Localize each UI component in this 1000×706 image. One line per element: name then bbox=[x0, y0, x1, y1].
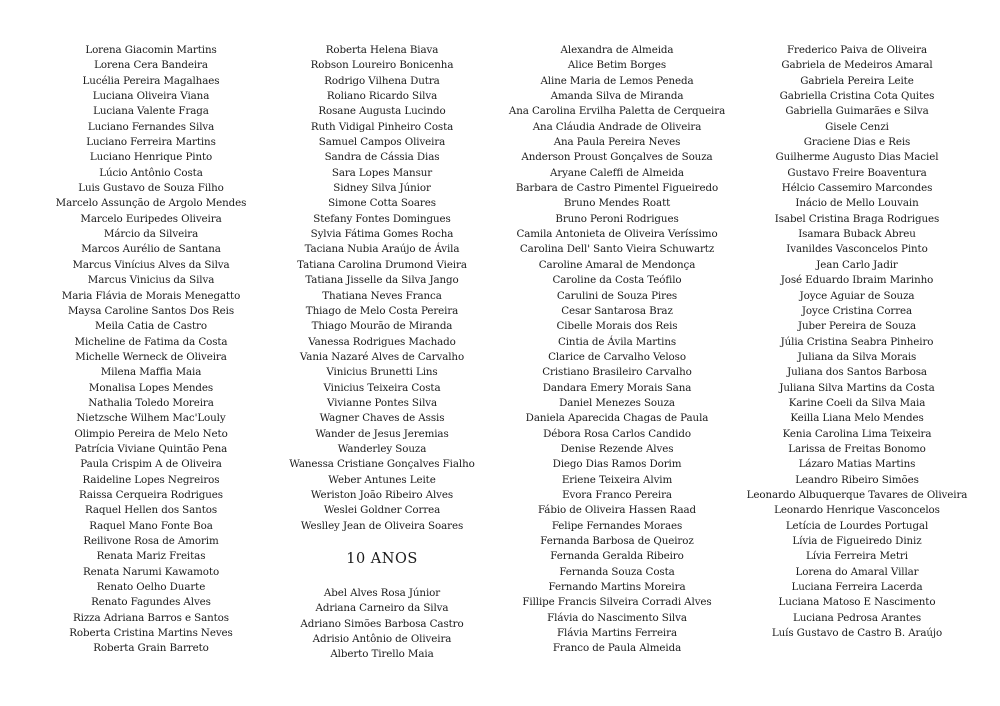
name-entry: Gabriella Cristina Cota Quites bbox=[779, 90, 935, 103]
name-entry: Weber Antunes Leite bbox=[328, 473, 436, 486]
name-entry: Vania Nazaré Alves de Carvalho bbox=[299, 350, 465, 363]
section-heading: 10 ANOS bbox=[346, 551, 418, 567]
name-entry: Marcos Aurélio de Santana bbox=[81, 243, 221, 256]
name-entry: Vinicius Brunetti Lins bbox=[326, 366, 438, 379]
name-entry: Lucélia Pereira Magalhaes bbox=[82, 74, 220, 87]
name-entry: Flávia do Nascimento Silva bbox=[547, 611, 687, 624]
name-entry: Vivianne Pontes Silva bbox=[326, 396, 438, 409]
name-entry: Leandro Ribeiro Simões bbox=[795, 473, 919, 486]
name-entry: Lívia Ferreira Metri bbox=[806, 550, 908, 563]
name-entry: Fernanda Barbosa de Queiroz bbox=[540, 535, 694, 547]
name-entry: Raissa Cerqueira Rodrigues bbox=[78, 488, 223, 501]
name-entry: Lorena Giacomin Martins bbox=[85, 44, 217, 56]
name-entry: Guilherme Augusto Dias Maciel bbox=[775, 151, 939, 164]
name-entry: Juliana da Silva Morais bbox=[797, 350, 917, 363]
name-entry: Márcio da Silveira bbox=[103, 228, 199, 241]
name-entry: Luciano Fernandes Silva bbox=[87, 120, 215, 133]
name-entry: Rodrigo Vilhena Dutra bbox=[324, 74, 440, 87]
name-entry: Eriene Teixeira Alvim bbox=[561, 473, 673, 486]
name-entry: Roberta Cristina Martins Neves bbox=[69, 627, 233, 640]
name-entry: Caroline Amaral de Mendonça bbox=[538, 258, 696, 271]
name-entry: Sara Lopes Mansur bbox=[331, 166, 433, 179]
name-entry: Taciana Nubia Araújo de Ávila bbox=[304, 243, 460, 256]
name-entry: Luciana Oliveira Viana bbox=[92, 90, 210, 103]
name-entry: Renata Mariz Freitas bbox=[96, 550, 206, 563]
name-entry: Letícia de Lourdes Portugal bbox=[785, 519, 929, 532]
name-entry: Inácio de Mello Louvain bbox=[795, 197, 919, 210]
name-entry: Marcus Vinicius da Silva bbox=[87, 274, 215, 287]
name-entry: Raquel Mano Fonte Boa bbox=[89, 519, 213, 532]
name-entry: Raideline Lopes Negreiros bbox=[82, 473, 220, 486]
name-entry: Michelle Werneck de Oliveira bbox=[75, 350, 227, 363]
name-entry: Roliano Ricardo Silva bbox=[326, 90, 438, 103]
name-entry: Anderson Proust Gonçalves de Souza bbox=[521, 151, 713, 164]
name-entry: Roberta Helena Biava bbox=[325, 44, 439, 56]
name-entry: Abel Alves Rosa Júnior bbox=[323, 587, 441, 599]
name-entry: Thiago Mourão de Miranda bbox=[311, 320, 453, 333]
name-entry: Raquel Hellen dos Santos bbox=[84, 504, 218, 517]
name-entry: Adriano Simões Barbosa Castro bbox=[300, 617, 464, 630]
name-entry: Dandara Emery Morais Sana bbox=[542, 381, 692, 394]
name-entry: Cristiano Brasileiro Carvalho bbox=[542, 366, 692, 379]
name-entry: Alberto Tirello Maia bbox=[330, 648, 434, 661]
name-entry: Lorena Cera Bandeira bbox=[94, 59, 208, 72]
name-entry: Marcelo Assunção de Argolo Mendes bbox=[55, 197, 247, 210]
name-entry: Weslley Jean de Oliveira Soares bbox=[300, 519, 464, 532]
name-entry: Caroline da Costa Teófilo bbox=[552, 274, 682, 287]
name-entry: Gisele Cenzi bbox=[825, 120, 889, 133]
name-entry: Adriana Carneiro da Silva bbox=[315, 602, 449, 615]
name-entry: Jean Carlo Jadir bbox=[816, 258, 898, 271]
name-entry: Gabriela de Medeiros Amaral bbox=[781, 59, 933, 72]
names-column-1 bbox=[41, 43, 261, 657]
name-entry: Luciano Henrique Pinto bbox=[89, 151, 213, 164]
name-entry: Patrícia Viviane Quintão Pena bbox=[74, 442, 228, 455]
name-entry: Luciano Ferreira Martins bbox=[86, 136, 216, 149]
name-entry: Thiago de Melo Costa Pereira bbox=[305, 304, 459, 317]
name-entry: Juber Pereira de Souza bbox=[797, 320, 917, 333]
name-entry: Denise Rezende Alves bbox=[560, 442, 674, 455]
name-entry: José Eduardo Ibraim Marinho bbox=[780, 274, 934, 287]
names-column-2 bbox=[272, 43, 492, 663]
name-entry: Vinicius Teixeira Costa bbox=[323, 381, 441, 394]
name-entry: Thatiana Neves Franca bbox=[322, 289, 442, 302]
name-entry: Lúcio Antônio Costa bbox=[99, 166, 203, 179]
name-entry: Adrisio Antônio de Oliveira bbox=[312, 633, 452, 646]
name-entry: Roberta Grain Barreto bbox=[93, 642, 209, 655]
name-entry: Flávia Martins Ferreira bbox=[557, 627, 677, 640]
name-entry: Clarice de Carvalho Veloso bbox=[548, 350, 686, 363]
name-entry: Luciana Pedrosa Arantes bbox=[792, 611, 922, 624]
name-entry: Nathalia Toledo Moreira bbox=[88, 396, 214, 409]
name-entry: Isamara Buback Abreu bbox=[798, 228, 916, 241]
name-entry: Nietzsche Wilhem Mac'Louly bbox=[76, 412, 226, 425]
name-entry: Sylvia Fátima Gomes Rocha bbox=[310, 228, 454, 241]
name-entry: Renato Fagundes Alves bbox=[91, 596, 211, 609]
name-entry: Marcus Vinícius Alves da Silva bbox=[72, 258, 230, 271]
name-entry: Marcelo Euripedes Oliveira bbox=[80, 212, 222, 225]
name-entry: Leonardo Albuquerque Tavares de Oliveira bbox=[746, 488, 968, 501]
names-column-3 bbox=[507, 43, 727, 657]
name-entry: Keilla Liana Melo Mendes bbox=[790, 412, 924, 425]
name-entry: Juliana dos Santos Barbosa bbox=[787, 366, 927, 379]
name-entry: Ana Carolina Ervilha Paletta de Cerqueira bbox=[508, 105, 726, 118]
name-entry: Daniela Aparecida Chagas de Paula bbox=[525, 412, 709, 425]
name-entry: Fernanda Geralda Ribeiro bbox=[550, 550, 684, 563]
name-entry: Rosane Augusta Lucindo bbox=[318, 105, 446, 118]
name-entry: Gabriela Pereira Leite bbox=[800, 74, 914, 87]
name-entry: Luciana Valente Fraga bbox=[93, 105, 209, 118]
name-entry: Diego Dias Ramos Dorim bbox=[552, 458, 682, 471]
name-entry: Lívia de Figueiredo Diniz bbox=[792, 535, 922, 547]
name-entry: Lázaro Matias Martins bbox=[798, 458, 916, 471]
name-entry: Luciana Matoso E Nascimento bbox=[778, 596, 936, 609]
name-entry: Juliana Silva Martins da Costa bbox=[779, 381, 935, 394]
name-entry: Monalisa Lopes Mendes bbox=[88, 381, 214, 394]
name-entry: Gustavo Freire Boaventura bbox=[787, 166, 927, 179]
name-entry: Júlia Cristina Seabra Pinheiro bbox=[780, 335, 934, 348]
name-entry: Wagner Chaves de Assis bbox=[319, 412, 445, 425]
name-entry: Wanessa Cristiane Gonçalves Fialho bbox=[289, 458, 475, 471]
name-entry: Sandra de Cássia Dias bbox=[324, 151, 440, 164]
name-entry: Daniel Menezes Souza bbox=[559, 396, 675, 409]
name-entry: Sidney Silva Júnior bbox=[333, 182, 431, 195]
name-entry: Robson Loureiro Bonicenha bbox=[310, 59, 454, 72]
name-entry: Tatiana Carolina Drumond Vieira bbox=[297, 258, 467, 271]
names-column-4 bbox=[742, 43, 972, 641]
name-entry: Aryane Caleffi de Almeida bbox=[550, 166, 684, 179]
name-entry: Carolina Dell' Santo Vieira Schuwartz bbox=[519, 243, 715, 256]
name-entry: Fillipe Francis Silveira Corradi Alves bbox=[522, 596, 712, 609]
name-entry: Karine Coeli da Silva Maia bbox=[788, 396, 926, 409]
name-entry: Evora Franco Pereira bbox=[562, 488, 672, 501]
name-entry: Kenia Carolina Lima Teixeira bbox=[782, 427, 932, 440]
name-entry: Milena Maffia Maia bbox=[100, 366, 202, 379]
name-entry: Felipe Fernandes Moraes bbox=[551, 519, 683, 532]
name-entry: Aline Maria de Lemos Peneda bbox=[540, 74, 694, 87]
name-entry: Cintia de Ávila Martins bbox=[557, 335, 677, 348]
name-entry: Débora Rosa Carlos Candido bbox=[543, 427, 691, 440]
name-entry: Wander de Jesus Jeremias bbox=[315, 427, 449, 440]
name-entry: Weriston João Ribeiro Alves bbox=[310, 488, 454, 501]
name-entry: Samuel Campos Oliveira bbox=[318, 136, 446, 149]
name-entry: Ruth Vidigal Pinheiro Costa bbox=[310, 120, 454, 133]
name-entry: Luís Gustavo de Castro B. Araújo bbox=[771, 627, 943, 640]
name-entry: Barbara de Castro Pimentel Figueiredo bbox=[515, 182, 719, 195]
name-entry: Olimpio Pereira de Melo Neto bbox=[74, 427, 228, 440]
name-entry: Tatiana Jisselle da Silva Jango bbox=[305, 274, 459, 287]
name-entry: Rizza Adriana Barros e Santos bbox=[73, 611, 229, 624]
name-entry: Bruno Peroni Rodrigues bbox=[555, 212, 679, 225]
name-entry: Weslei Goldner Correa bbox=[323, 504, 441, 517]
name-entry: Fernanda Souza Costa bbox=[559, 565, 675, 578]
name-entry: Leonardo Henrique Vasconcelos bbox=[774, 504, 940, 517]
name-entry: Bruno Mendes Roatt bbox=[563, 197, 671, 210]
name-entry: Maysa Caroline Santos Dos Reis bbox=[67, 304, 235, 317]
name-entry: Larissa de Freitas Bonomo bbox=[788, 442, 926, 455]
name-entry: Graciene Dias e Reis bbox=[803, 136, 911, 149]
name-entry: Paula Crispim A de Oliveira bbox=[80, 458, 222, 471]
name-entry: Vanessa Rodrigues Machado bbox=[308, 335, 456, 348]
name-entry: Simone Cotta Soares bbox=[328, 197, 436, 210]
name-entry: Wanderley Souza bbox=[337, 442, 427, 455]
name-entry: Luis Gustavo de Souza Filho bbox=[78, 182, 224, 195]
name-entry: Reilivone Rosa de Amorim bbox=[83, 535, 219, 547]
name-entry: Luciana Ferreira Lacerda bbox=[791, 581, 923, 594]
name-entry: Micheline de Fatima da Costa bbox=[74, 335, 228, 348]
name-entry: Fernando Martins Moreira bbox=[548, 581, 686, 594]
name-entry: Joyce Aguiar de Souza bbox=[799, 289, 915, 302]
name-entry: Alexandra de Almeida bbox=[560, 44, 674, 56]
name-entry: Maria Flávia de Morais Menegatto bbox=[61, 289, 241, 302]
name-entry: Ana Paula Pereira Neves bbox=[553, 136, 681, 149]
name-entry: Joyce Cristina Correa bbox=[801, 304, 913, 317]
name-entry: Hélcio Cassemiro Marcondes bbox=[781, 182, 933, 195]
name-entry: Lorena do Amaral Villar bbox=[795, 565, 919, 578]
name-entry: Renato Oelho Duarte bbox=[96, 581, 206, 594]
name-entry: Meila Catia de Castro bbox=[95, 320, 207, 333]
name-entry: Isabel Cristina Braga Rodrigues bbox=[774, 212, 940, 225]
name-entry: Ana Cláudia Andrade de Oliveira bbox=[532, 120, 702, 133]
name-entry: Alice Betim Borges bbox=[567, 59, 667, 72]
name-entry: Frederico Paiva de Oliveira bbox=[787, 44, 927, 56]
name-entry: Fábio de Oliveira Hassen Raad bbox=[537, 504, 697, 517]
name-entry: Amanda Silva de Miranda bbox=[550, 90, 684, 103]
name-entry: Carulini de Souza Pires bbox=[556, 289, 678, 302]
name-entry: Camila Antonieta de Oliveira Veríssimo bbox=[516, 228, 718, 241]
name-entry: Cibelle Morais dos Reis bbox=[556, 320, 678, 333]
name-entry: Cesar Santarosa Braz bbox=[561, 304, 673, 317]
name-entry: Stefany Fontes Domingues bbox=[313, 212, 451, 225]
name-entry: Renata Narumi Kawamoto bbox=[82, 565, 220, 578]
name-entry: Franco de Paula Almeida bbox=[552, 642, 682, 655]
name-entry: Gabriella Guimarães e Silva bbox=[785, 105, 929, 118]
name-entry: Ivanildes Vasconcelos Pinto bbox=[786, 243, 928, 256]
